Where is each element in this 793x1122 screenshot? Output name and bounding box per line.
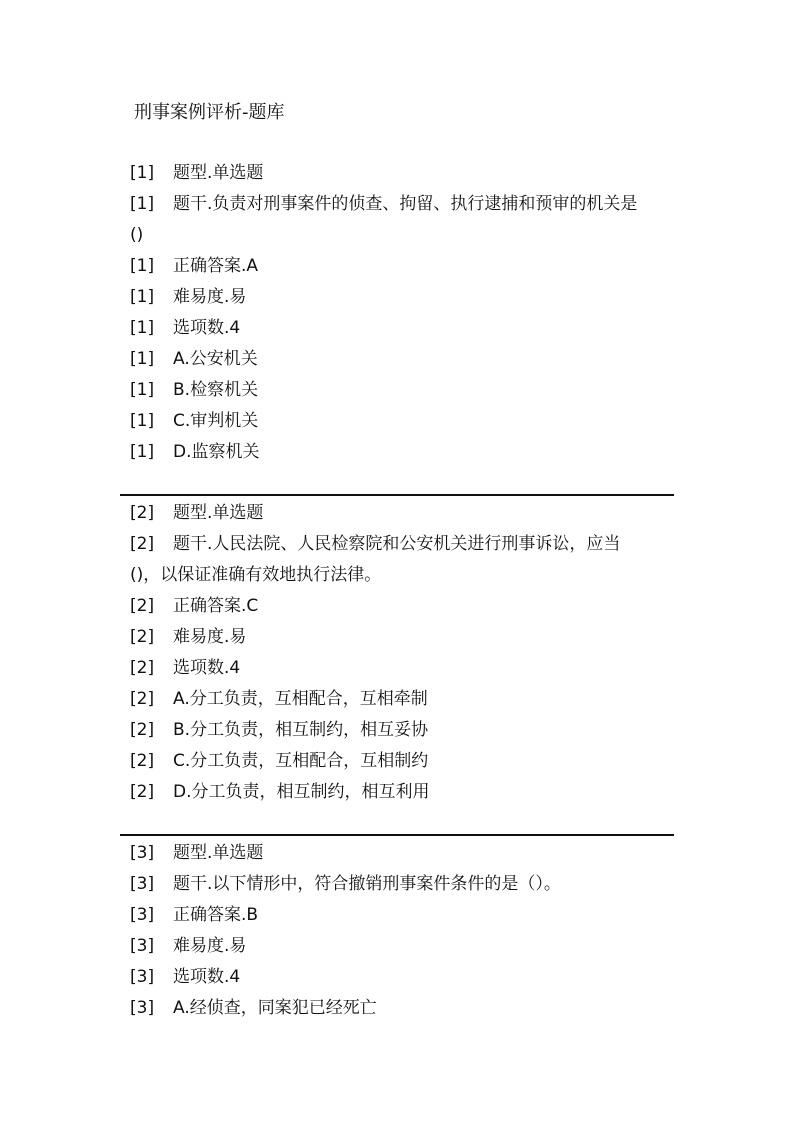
question-type: 题型.单选题 bbox=[173, 163, 264, 183]
question-option: C.分工负责，互相配合，互相制约 bbox=[173, 751, 429, 771]
question-block-1 bbox=[130, 158, 675, 468]
question-option-line bbox=[130, 344, 675, 375]
question-number: [3] bbox=[130, 998, 155, 1018]
question-number: [1] bbox=[130, 287, 155, 307]
question-difficulty: 难易度.易 bbox=[173, 936, 247, 956]
question-stem: 题干.以下情形中，符合撤销刑事案件条件的是（）。 bbox=[173, 874, 561, 894]
question-type: 题型.单选题 bbox=[173, 843, 264, 863]
question-option-count-line bbox=[130, 313, 675, 344]
question-difficulty: 难易度.易 bbox=[173, 627, 247, 647]
question-divider bbox=[120, 834, 674, 836]
question-difficulty-line bbox=[130, 282, 675, 313]
question-answer: 正确答案.B bbox=[173, 905, 259, 925]
question-number: [1] bbox=[130, 318, 155, 338]
question-type-line bbox=[130, 498, 675, 529]
question-option-line bbox=[130, 993, 675, 1024]
question-option-count: 选项数.4 bbox=[173, 967, 241, 987]
question-stem-continuation: ()，以保证准确有效地执行法律。 bbox=[130, 565, 382, 585]
question-answer-line bbox=[130, 900, 675, 931]
question-option: B.分工负责，相互制约，相互妥协 bbox=[173, 720, 429, 740]
question-option-line bbox=[130, 777, 675, 808]
question-option: C.审判机关 bbox=[173, 411, 259, 431]
question-type: 题型.单选题 bbox=[173, 503, 264, 523]
question-number: [1] bbox=[130, 256, 155, 276]
question-number: [1] bbox=[130, 194, 155, 214]
question-number: [2] bbox=[130, 689, 155, 709]
question-option-count: 选项数.4 bbox=[173, 318, 241, 338]
question-number: [2] bbox=[130, 751, 155, 771]
question-answer: 正确答案.C bbox=[173, 596, 259, 616]
question-type-line bbox=[130, 158, 675, 189]
question-number: [2] bbox=[130, 503, 155, 523]
question-answer-line bbox=[130, 251, 675, 282]
question-number: [3] bbox=[130, 874, 155, 894]
question-number: [1] bbox=[130, 411, 155, 431]
question-option: B.检察机关 bbox=[173, 380, 259, 400]
question-divider bbox=[120, 494, 674, 496]
question-option-line bbox=[130, 375, 675, 406]
question-number: [2] bbox=[130, 596, 155, 616]
question-option: D.监察机关 bbox=[173, 442, 260, 462]
question-stem-continuation: () bbox=[130, 225, 144, 245]
question-difficulty-line bbox=[130, 931, 675, 962]
question-type-line bbox=[130, 838, 675, 869]
question-number: [1] bbox=[130, 349, 155, 369]
question-option-line bbox=[130, 437, 675, 468]
question-option-count-line bbox=[130, 962, 675, 993]
question-block-3 bbox=[130, 838, 675, 1024]
question-option-count-line bbox=[130, 653, 675, 684]
question-number: [1] bbox=[130, 442, 155, 462]
question-option-line bbox=[130, 746, 675, 777]
question-answer-line bbox=[130, 591, 675, 622]
question-number: [3] bbox=[130, 905, 155, 925]
question-option-line bbox=[130, 406, 675, 437]
question-option-line bbox=[130, 684, 675, 715]
question-option-count: 选项数.4 bbox=[173, 658, 241, 678]
question-difficulty: 难易度.易 bbox=[173, 287, 247, 307]
question-number: [3] bbox=[130, 967, 155, 987]
question-difficulty-line bbox=[130, 622, 675, 653]
question-number: [1] bbox=[130, 380, 155, 400]
question-number: [2] bbox=[130, 658, 155, 678]
question-stem: 题干.负责对刑事案件的侦查、拘留、执行逮捕和预审的机关是 bbox=[173, 194, 638, 214]
question-number: [3] bbox=[130, 936, 155, 956]
question-option: A.公安机关 bbox=[173, 349, 258, 369]
question-stem-line bbox=[130, 869, 675, 900]
question-option: D.分工负责，相互制约，相互利用 bbox=[173, 782, 430, 802]
document-title: 刑事案例评析-题库 bbox=[134, 102, 285, 123]
question-number: [3] bbox=[130, 843, 155, 863]
question-stem: 题干.人民法院、人民检察院和公安机关进行刑事诉讼，应当 bbox=[173, 534, 621, 554]
question-number: [2] bbox=[130, 720, 155, 740]
question-number: [2] bbox=[130, 534, 155, 554]
question-number: [2] bbox=[130, 782, 155, 802]
question-block-2 bbox=[130, 498, 675, 808]
question-answer: 正确答案.A bbox=[173, 256, 259, 276]
question-option: A.分工负责，互相配合，互相牵制 bbox=[173, 689, 428, 709]
question-option-line bbox=[130, 715, 675, 746]
question-stem-line bbox=[130, 189, 675, 220]
question-number: [2] bbox=[130, 627, 155, 647]
question-number: [1] bbox=[130, 163, 155, 183]
question-option: A.经侦查，同案犯已经死亡 bbox=[173, 998, 377, 1018]
question-stem-line bbox=[130, 529, 675, 560]
